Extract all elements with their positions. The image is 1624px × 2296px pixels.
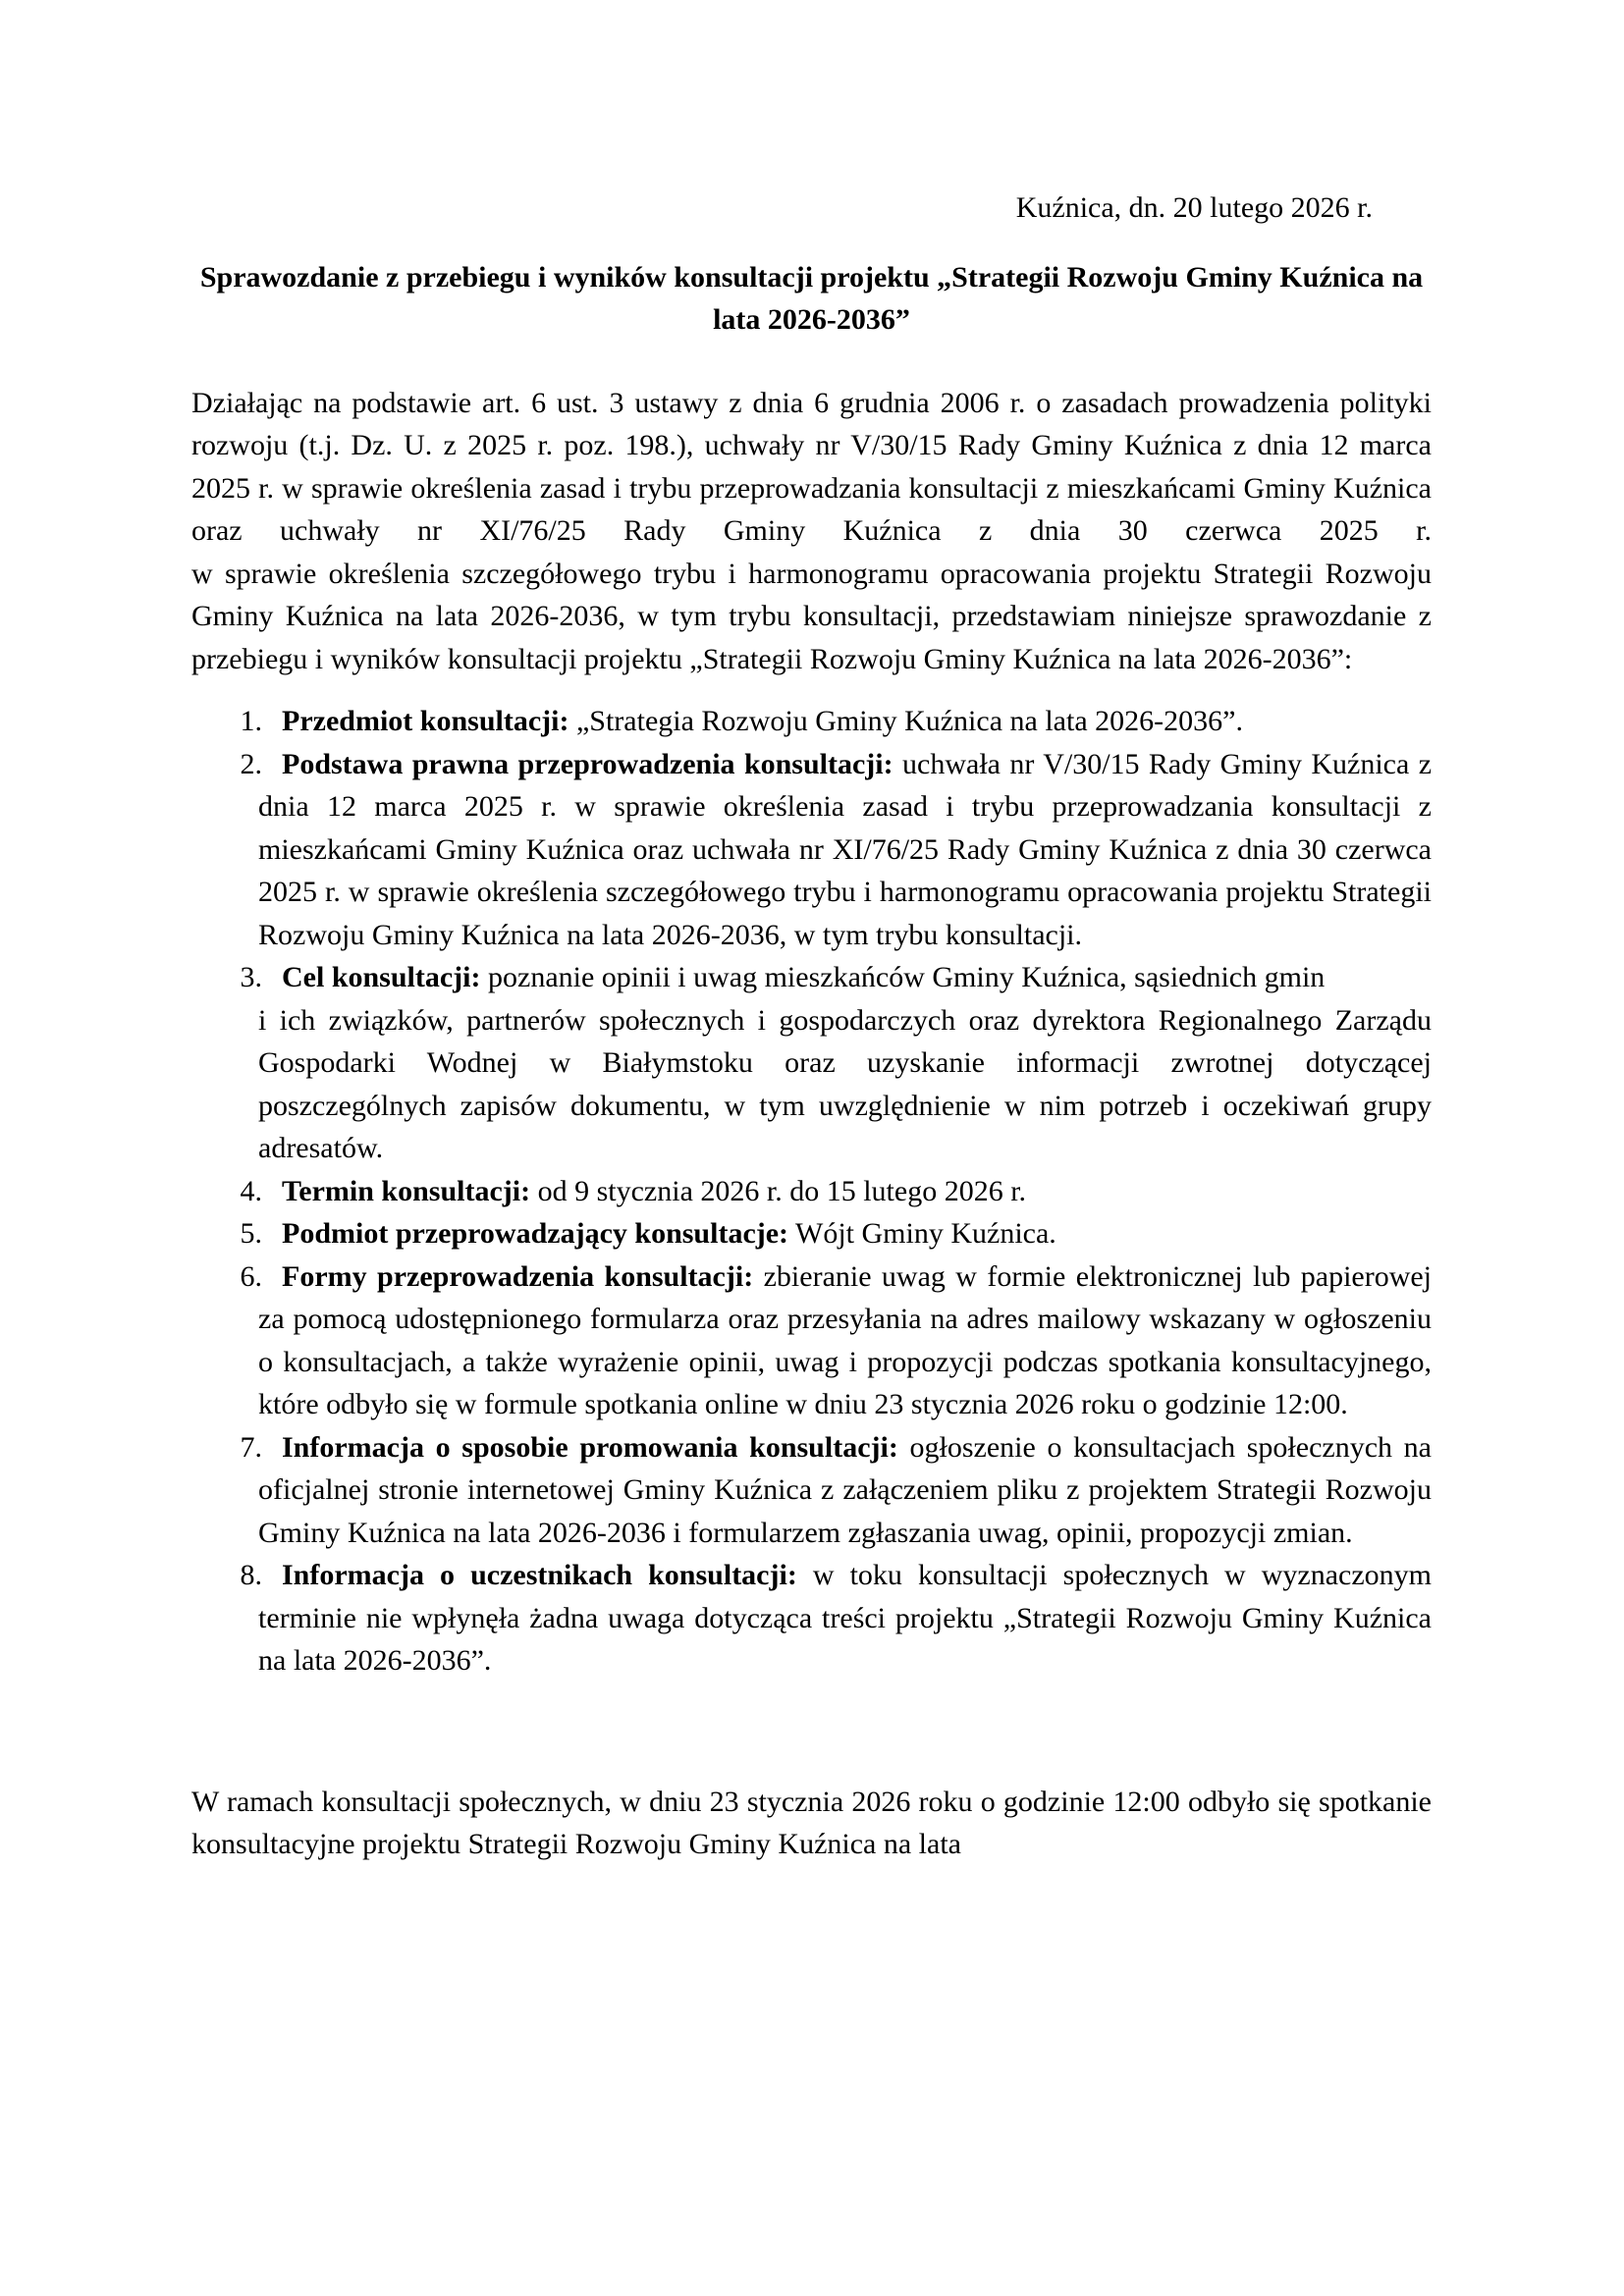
document-content — [191, 0, 1432, 1866]
list-item-label: Informacja o uczestnikach konsultacji: — [282, 1559, 797, 1591]
list-item-label: Formy przeprowadzenia konsultacji: — [282, 1259, 754, 1293]
list-item-number: 7. — [240, 1430, 262, 1464]
date-line: Kuźnica, dn. 20 lutego 2026 r. — [1015, 191, 1373, 224]
list-item-number: 3. — [240, 961, 262, 993]
list-item-label: Informacja o sposobie promowania konsultacji: — [282, 1430, 898, 1464]
list-item — [240, 956, 1432, 1170]
list-item — [240, 700, 1432, 743]
list-item-number: 8. — [240, 1559, 262, 1591]
list-item-number: 2. — [240, 747, 262, 780]
consultation-list — [191, 700, 1432, 1682]
intro-paragraph-part1: Działając na podstawie art. 6 ust. 3 ustawy z dnia 6 grudnia 2006 r. o zasadach prowadzenia polityki rozwoju (t.j. Dz. U. z 2025 r. poz. 198.), uchwały nr V/30/15 Rady Gminy Kuźnica z dnia 12 marca 2025 r. w sprawie określenia zasad i trybu przeprowadzania konsultacji z mieszkańcami Gminy Kuźnica oraz uchwały nr XI/76/25 Rady Gminy Kuźnica z dnia 30 czerwca 2025 r. — [191, 386, 1432, 547]
list-item-text: i ich związków, partnerów społecznych i gospodarczych oraz dyrektora Regionalnego Zarządu Gospodarki Wodnej w Białymstoku oraz uzyskanie informacji zwrotnej dotyczącej poszczególnych zapisów dokumentu, w tym uwzględnienie w nim potrzeb i oczekiwań grupy adresatów. — [258, 1003, 1432, 1164]
list-item — [240, 1426, 1432, 1555]
list-item-text: „Strategia Rozwoju Gminy Kuźnica na lata 2026-2036”. — [575, 705, 1243, 737]
list-item-text: w toku konsultacji społecznych w wyznaczonym terminie nie wpłynęła żadna uwaga dotycząca treści projektu „Strategii Rozwoju Gminy Kuźnica na lata 2026-2036”. — [258, 1559, 1432, 1677]
intro-paragraph-part2: w sprawie określenia szczegółowego trybu i harmonogramu opracowania projektu Strategii Rozwoju Gminy Kuźnica na lata 2026-2036, w tym trybu konsultacji, przedstawiam niniejsze sprawozdanie z przebiegu i wyników konsultacji projektu „Strategii Rozwoju Gminy Kuźnica na lata 2026-2036”: — [191, 557, 1432, 675]
list-item — [240, 1554, 1432, 1682]
list-item-label: Podmiot przeprowadzający konsultacje: — [282, 1217, 789, 1250]
list-item-label: Podstawa prawna przeprowadzenia konsultacji: — [282, 747, 893, 780]
list-item-text: Wójt Gminy Kuźnica. — [795, 1217, 1056, 1250]
list-item — [240, 1255, 1433, 1426]
list-item-number: 6. — [240, 1259, 262, 1293]
list-item — [240, 1170, 1432, 1213]
closing-paragraph: W ramach konsultacji społecznych, w dniu 23 stycznia 2026 roku o godzinie 12:00 odbyło się spotkanie konsultacyjne projektu Strategii Rozwoju Gminy Kuźnica na lata — [191, 1785, 1432, 1860]
list-item-text: uchwała nr V/30/15 Rady Gminy Kuźnica z dnia 12 marca 2025 r. w sprawie określenia zasad i trybu przeprowadzania konsultacji z mieszkańcami Gminy Kuźnica oraz uchwała nr XI/76/25 Rady Gminy Kuźnica z dnia 30 czerwca 2025 r. w sprawie określenia szczegółowego trybu i harmonogramu opracowania projektu Strategii Rozwoju Gminy Kuźnica na lata 2026-2036, w tym trybu konsultacji. — [258, 747, 1433, 951]
list-item — [240, 743, 1433, 957]
list-item-label: Termin konsultacji: — [282, 1174, 531, 1207]
document-title: Sprawozdanie z przebiegu i wyników konsultacji projektu „Strategii Rozwoju Gminy Kuźnica na lata 2026-2036” — [199, 260, 1424, 336]
list-item-text: ogłoszenie o konsultacjach społecznych na oficjalnej stronie internetowej Gminy Kuźnica z załączeniem pliku z projektem Strategii Rozwoju Gminy Kuźnica na lata 2026-2036 i formularzem zgłaszania uwag, opinii, propozycji zmian. — [258, 1430, 1432, 1549]
list-item-label: Cel konsultacji: — [282, 961, 481, 993]
list-item-number: 5. — [240, 1217, 262, 1250]
list-item-label: Przedmiot konsultacji: — [282, 705, 569, 737]
list-item — [240, 1212, 1432, 1255]
list-item-number: 1. — [240, 705, 262, 737]
list-item-text: od 9 stycznia 2026 r. do 15 lutego 2026 r. — [537, 1174, 1027, 1207]
list-item-text: zbieranie uwag w formie elektronicznej lub papierowej za pomocą udostępnionego formularza oraz przesyłania na adres mailowy wskazany w ogłoszeniu o konsultacjach, a także wyrażenie opinii, uwag i propozycji podczas spotkania konsultacyjnego, które odbyło się w formule spotkania online w dniu 23 stycznia 2026 roku o godzinie 12:00. — [258, 1259, 1433, 1420]
list-item-text: poznanie opinii i uwag mieszkańców Gminy Kuźnica, sąsiednich gmin — [488, 961, 1326, 993]
list-item-number: 4. — [240, 1174, 262, 1207]
